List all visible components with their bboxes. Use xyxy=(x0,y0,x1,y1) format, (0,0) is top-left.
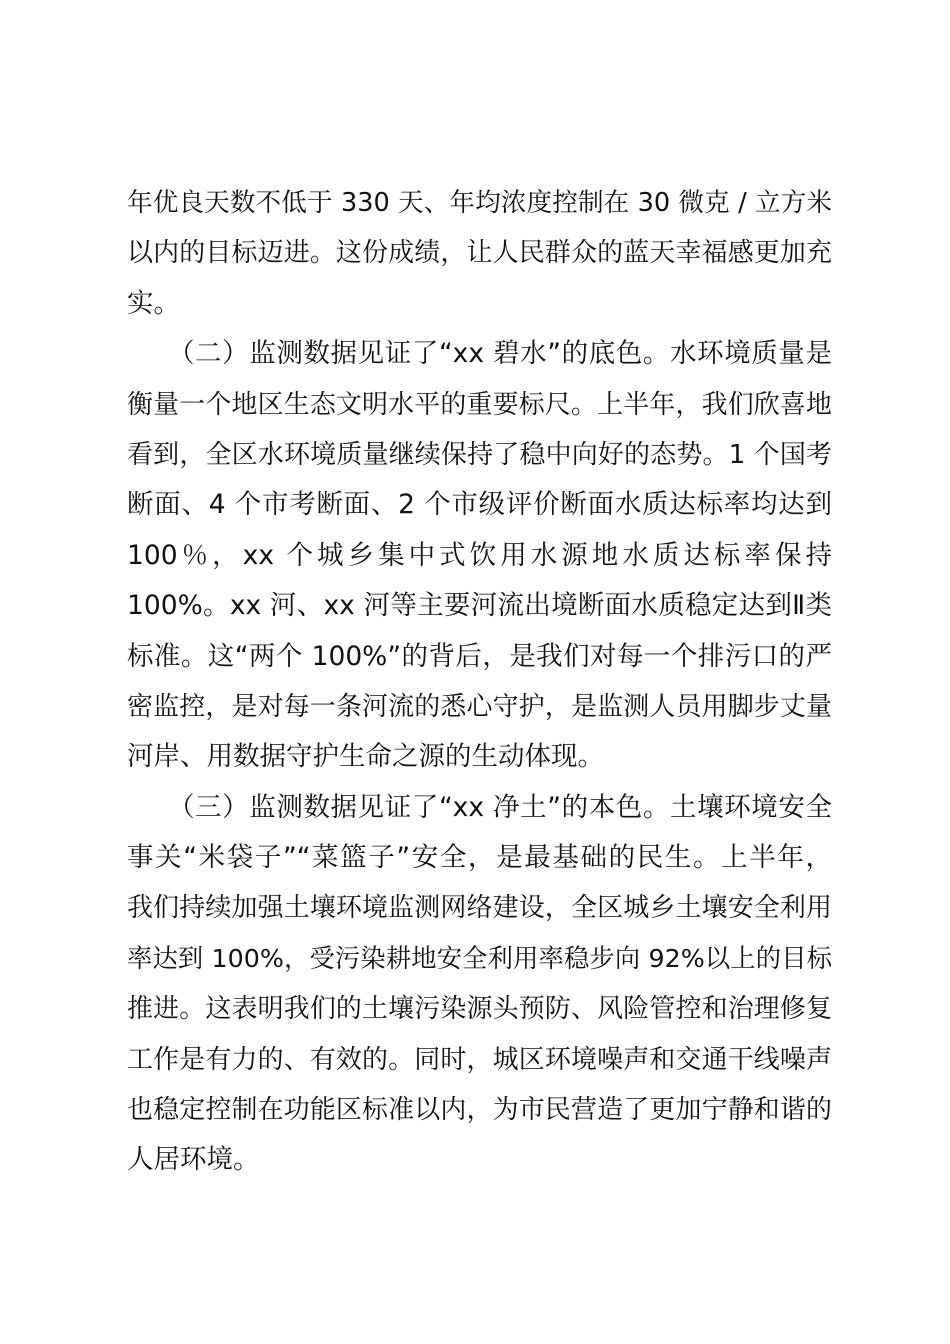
text-line: 密监控，是对每一条河流的悉心守护，是监测人员用脚步丈量 xyxy=(127,691,832,722)
text-line: 人居环境。 xyxy=(127,1144,260,1176)
text-line: 也稳定控制在功能区标准以内，为市民营造了更加宁静和谐的 xyxy=(127,1095,832,1126)
body-text xyxy=(127,178,832,1186)
text-line: 衡量一个地区生态文明水平的重要标尺。上半年，我们欣喜地 xyxy=(127,389,832,420)
text-line: 100％，xx 个城乡集中式饮用水源地水质达标率保持 xyxy=(127,539,832,571)
text-line: 实。 xyxy=(127,287,180,319)
text-line: 看到，全区水环境质量继续保持了稳中向好的态势。1 个国考 xyxy=(127,439,832,470)
text-line: 事关“米袋子”“菜篮子”安全，是最基础的民生。上半年， xyxy=(127,842,832,874)
text-line: 年优良天数不低于 330 天、年均浓度控制在 30 微克 / 立方米 xyxy=(127,188,832,218)
text-line: 100%。xx 河、xx 河等主要河流出境断面水质稳定达到Ⅱ类 xyxy=(127,590,832,622)
text-line: 我们持续加强土壤环境监测网络建设，全区城乡土壤安全利用 xyxy=(127,893,832,924)
text-line: 推进。这表明我们的土壤污染源头预防、风险管控和治理修复 xyxy=(127,994,832,1025)
text-line: 标准。这“两个 100%”的背后，是我们对每一个排污口的严 xyxy=(127,640,832,672)
text-line: （三）监测数据见证了“xx 净土”的本色。土壤环境安全 xyxy=(127,791,832,823)
text-line: 率达到 100%，受污染耕地安全利用率稳步向 92%以上的目标 xyxy=(127,943,832,973)
text-line: 断面、4 个市考断面、2 个市级评价断面水质达标率均达到 xyxy=(127,489,832,521)
text-line: （二）监测数据见证了“xx 碧水”的底色。水环境质量是 xyxy=(127,338,832,370)
text-line: 河岸、用数据守护生命之源的生动体现。 xyxy=(127,741,604,773)
text-line: 以内的目标迈进。这份成绩，让人民群众的蓝天幸福感更加充 xyxy=(127,238,832,269)
text-line: 工作是有力的、有效的。同时，城区环境噪声和交通干线噪声 xyxy=(127,1044,832,1075)
